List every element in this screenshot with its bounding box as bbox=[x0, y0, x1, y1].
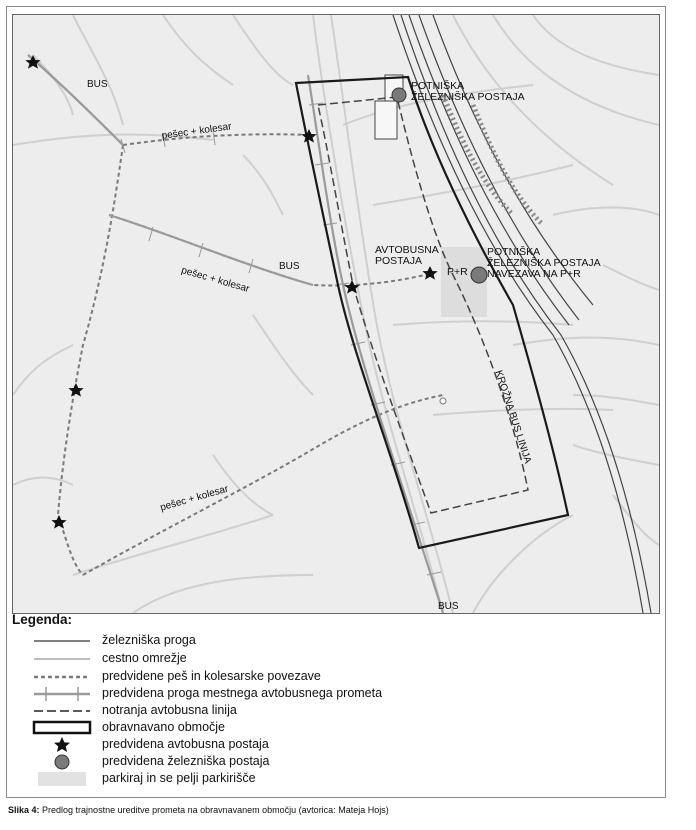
legend-item-rail-station bbox=[30, 753, 490, 770]
bus-label: BUS bbox=[279, 261, 300, 272]
legend-label: notranja avtobusna linija bbox=[102, 703, 237, 717]
road-network bbox=[13, 15, 659, 613]
legend-symbol-bus-route bbox=[30, 685, 96, 702]
study-area-boundary bbox=[296, 77, 568, 548]
legend-item-area bbox=[30, 719, 490, 736]
legend-label: parkiraj in se pelji parkirišče bbox=[102, 771, 256, 785]
south-station-label-line1: POTNIŠKA bbox=[487, 246, 541, 258]
pedestrian-cycling-label: pešec + kolesar bbox=[159, 483, 230, 514]
legend-label: predvidena železniška postaja bbox=[102, 754, 270, 768]
caption-text: Predlog trajnostne ureditve prometa na obravnavanem območju (avtorica: Mateja Hojs) bbox=[39, 805, 389, 815]
bus-stop-star bbox=[68, 383, 83, 397]
legend-label: železniška proga bbox=[102, 633, 196, 647]
railway-station-south bbox=[471, 267, 487, 283]
bus-stop-star bbox=[51, 515, 66, 529]
legend-item-pedestrian bbox=[30, 668, 490, 685]
bus-stop-star bbox=[301, 129, 316, 143]
legend-item-inner-bus bbox=[30, 702, 490, 719]
legend-item-bus-stop bbox=[30, 736, 490, 753]
legend-symbol-rail bbox=[30, 632, 96, 649]
legend-label: cestno omrežje bbox=[102, 651, 187, 665]
south-station-label bbox=[487, 247, 601, 280]
circular-bus-line-label: KROŽNA BUS LINIJA bbox=[492, 369, 534, 465]
legend-symbol-star bbox=[30, 736, 96, 753]
north-station-label-line1: POTNIŠKA bbox=[411, 80, 465, 92]
legend-symbol-inner-bus bbox=[30, 702, 96, 719]
legend-item-rail bbox=[30, 632, 490, 649]
legend-symbol-pedestrian bbox=[30, 668, 96, 685]
legend-label: obravnavano območje bbox=[102, 720, 225, 734]
park-and-ride-label: P+R bbox=[447, 266, 468, 278]
bus-station-label-line2: POSTAJA bbox=[375, 255, 423, 267]
legend-title: Legenda: bbox=[12, 612, 73, 627]
railway-lines bbox=[393, 15, 651, 613]
legend-symbol-parking bbox=[30, 770, 96, 787]
bus-stop-star bbox=[422, 266, 437, 280]
bus-label: BUS bbox=[438, 601, 459, 612]
figure-caption bbox=[8, 805, 389, 815]
bus-label: BUS bbox=[87, 79, 108, 90]
pedestrian-cycling-label: pešec + kolesar bbox=[179, 265, 251, 295]
legend-symbol-road bbox=[30, 650, 96, 667]
pedestrian-cycling-label: pešec + kolesar bbox=[161, 121, 233, 142]
north-station-label-line2: ŽELEZNIŠKA POSTAJA bbox=[411, 91, 525, 103]
legend-item-parking bbox=[30, 770, 490, 787]
bus-station-label-line1: AVTOBUSNA bbox=[375, 244, 439, 256]
bus-stop-star bbox=[25, 55, 40, 69]
railway-station-north bbox=[392, 88, 406, 102]
bus-station-label bbox=[375, 245, 439, 267]
caption-number: Slika 4: bbox=[8, 805, 40, 815]
south-station-label-line2: ŽELEZNIŠKA POSTAJA bbox=[487, 257, 601, 269]
junction-marker bbox=[440, 398, 446, 404]
legend-label: predvidena proga mestnega avtobusnega prometa bbox=[102, 686, 383, 700]
legend-item-road bbox=[30, 650, 490, 667]
map-canvas bbox=[13, 15, 659, 613]
legend-symbol-circle bbox=[30, 753, 96, 770]
map-panel bbox=[12, 14, 660, 614]
north-station-label bbox=[411, 81, 525, 103]
legend-label: predvidena avtobusna postaja bbox=[102, 737, 269, 751]
legend-symbol-area bbox=[30, 719, 96, 736]
legend-label: predvidene peš in kolesarske povezave bbox=[102, 669, 321, 683]
legend-item-bus-route bbox=[30, 685, 490, 702]
south-station-label-line3: NAVEZAVA NA P+R bbox=[487, 268, 581, 280]
